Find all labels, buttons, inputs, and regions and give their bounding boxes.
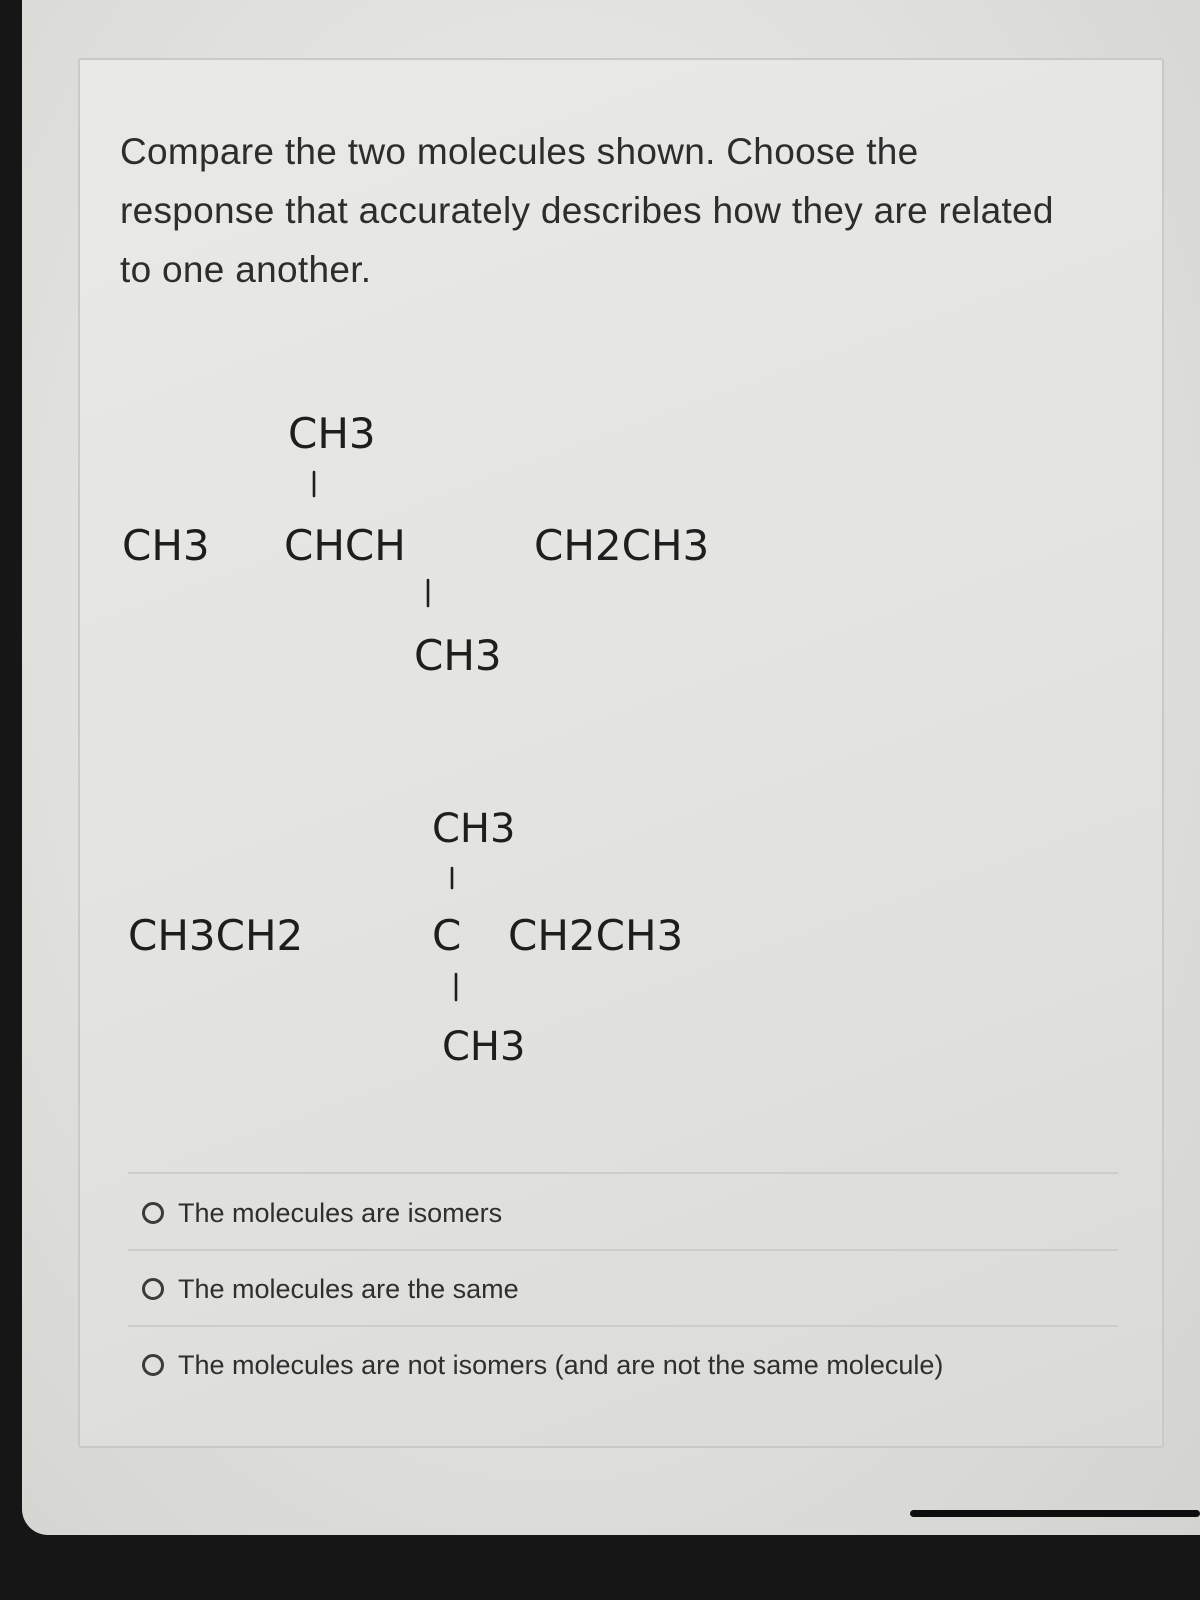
radio-button-icon[interactable] <box>142 1354 164 1376</box>
molecule-1 <box>122 409 709 680</box>
molecule-2-chain-part-2: CH2CH3 <box>508 911 684 960</box>
home-indicator-bar <box>910 1510 1200 1517</box>
molecule-2-bottom-substituent: CH3 <box>442 1024 526 1070</box>
choices-top-divider <box>128 1172 1118 1174</box>
molecule-2-chain-part-1: CH3CH2 <box>128 911 304 960</box>
choice-label: The molecules are the same <box>178 1273 519 1304</box>
molecule-1-chain-part-1: CH3 <box>122 521 210 570</box>
molecule-2 <box>128 806 683 1070</box>
choice-label: The molecules are isomers <box>178 1197 503 1228</box>
radio-button-icon[interactable] <box>142 1278 164 1300</box>
molecule-1-top-substituent: CH3 <box>288 409 376 458</box>
molecule-structures <box>78 380 878 1140</box>
radio-button-icon[interactable] <box>142 1202 164 1224</box>
molecule-2-top-substituent: CH3 <box>432 806 516 852</box>
question-prompt: Compare the two molecules shown. Choose the response that accurately describes how they are related to one another. <box>120 131 1054 290</box>
molecule-1-chain-part-2: CHCH <box>284 521 406 570</box>
molecule-2-center-carbon: C <box>432 911 462 960</box>
choice-divider <box>128 1249 1118 1251</box>
choice-same[interactable] <box>130 1259 1120 1319</box>
choice-isomers[interactable] <box>130 1183 1120 1243</box>
choice-divider <box>128 1325 1118 1327</box>
choice-not-isomers[interactable] <box>130 1335 1120 1395</box>
molecule-1-bottom-substituent: CH3 <box>414 631 502 680</box>
molecule-1-chain-part-3: CH2CH3 <box>534 521 710 570</box>
choice-label: The molecules are not isomers (and are not the same molecule) <box>178 1349 944 1380</box>
